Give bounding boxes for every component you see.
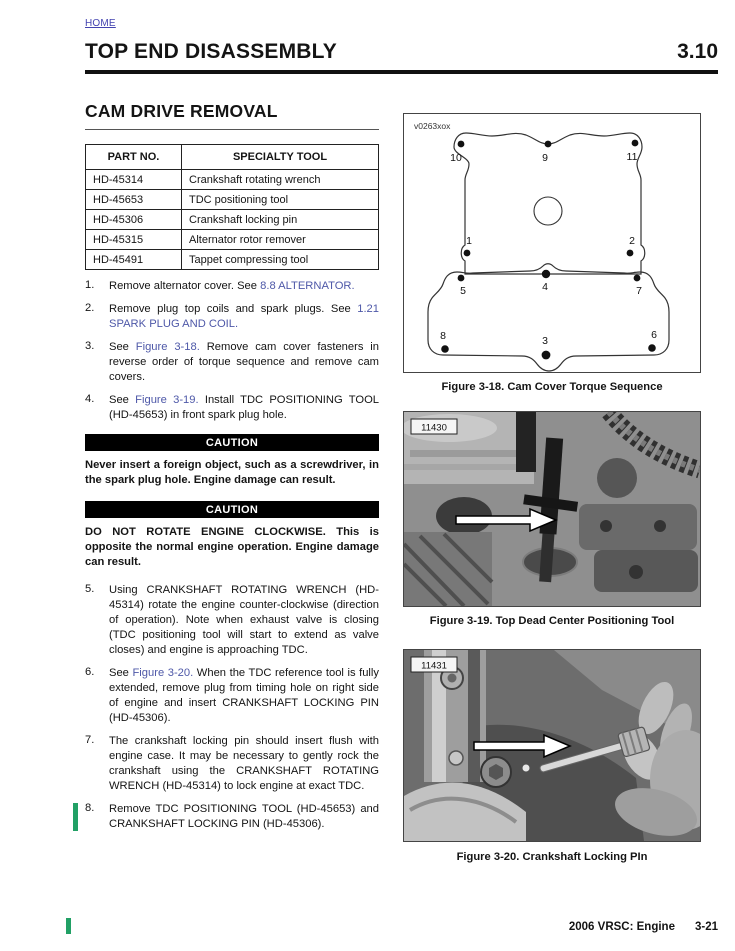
- text-column: [85, 101, 379, 864]
- revision-change-mark: [66, 918, 71, 934]
- step-number: 4.: [85, 393, 95, 405]
- step-number: 8.: [85, 802, 95, 814]
- step-text: [109, 583, 379, 658]
- cross-reference-link[interactable]: Figure 3-20.: [132, 667, 194, 679]
- procedure-steps-1-4: [85, 279, 379, 423]
- caution-text: DO NOT ROTATE ENGINE CLOCKWISE. This is opposite the normal engine operation. Engine damage can result.: [85, 526, 379, 568]
- cross-reference-link[interactable]: 8.8 ALTERNATOR.: [260, 280, 355, 292]
- photo-code: 11430: [421, 422, 447, 434]
- step-text: [109, 302, 379, 332]
- part-number-cell: HD-45491: [86, 250, 182, 270]
- col-header-part-no: PART NO.: [86, 145, 182, 170]
- step-number: 2.: [85, 302, 95, 314]
- caution-banner: CAUTION: [85, 501, 379, 518]
- cross-reference-link[interactable]: Figure 3-19.: [135, 394, 199, 406]
- step-text-segment: See: [109, 341, 136, 353]
- svg-text:5: 5: [460, 285, 466, 297]
- step-text: [109, 340, 379, 385]
- step-text: [109, 734, 379, 794]
- figure-caption: Figure 3-20. Crankshaft Locking PIn: [456, 851, 648, 863]
- step-text-segment: Remove TDC POSITIONING TOOL (HD-45653) and CRANKSHAFT LOCKING PIN (HD-45306).: [109, 803, 379, 830]
- step-text-segment: See: [109, 667, 133, 679]
- step-text-segment: The crankshaft locking pin should insert flush with engine case. It may be necessary to gently rock the crankshaft using the CRANKSHAFT ROTATING WRENCH (HD-45314) to lock engine at exact TDC.: [109, 735, 379, 792]
- step-text-segment: Remove plug top coils and spark plugs. See: [109, 303, 358, 315]
- figure-3-18-box: [403, 113, 701, 373]
- procedure-step: [85, 302, 379, 332]
- step-text-segment: Remove alternator cover. See: [109, 280, 261, 292]
- table-header-row: [86, 145, 379, 170]
- cross-reference-link[interactable]: 1.21 SPARK PLUG AND COIL.: [109, 303, 379, 330]
- step-text-segment: Remove cam cover fasteners in reverse order of torque sequence and remove cam covers.: [109, 341, 379, 383]
- step-number: 3.: [85, 340, 95, 352]
- tool-name-cell: Crankshaft rotating wrench: [182, 170, 379, 190]
- svg-text:11: 11: [626, 151, 638, 163]
- svg-text:9: 9: [542, 152, 548, 164]
- svg-text:1: 1: [466, 235, 472, 247]
- step-text-segment: Using CRANKSHAFT ROTATING WRENCH (HD-45314) rotate the engine counter-clockwise (direction of operation). Note when exhaust valve is closing (TDC positioning tool will start to extend as valve closes) and engine is approaching TDC.: [109, 584, 379, 656]
- caution-banner: CAUTION: [85, 434, 379, 451]
- tool-name-cell: Crankshaft locking pin: [182, 210, 379, 230]
- section-number: 3.10: [677, 40, 718, 63]
- section-heading: CAM DRIVE REMOVAL: [85, 101, 379, 130]
- step-number: 5.: [85, 583, 95, 595]
- procedure-steps-5-8: [85, 583, 379, 832]
- torque-sequence-diagram: [404, 114, 700, 372]
- svg-text:7: 7: [636, 285, 642, 297]
- figure-caption: Figure 3-18. Cam Cover Torque Sequence: [441, 381, 663, 393]
- part-number-cell: HD-45306: [86, 210, 182, 230]
- figure-column: [403, 101, 701, 864]
- step-text: [109, 666, 379, 726]
- procedure-step: [85, 583, 379, 658]
- footer-page-number: 3-21: [694, 921, 718, 933]
- page-footer: [569, 921, 718, 933]
- table-row: [86, 190, 379, 210]
- photo-code: 11431: [421, 660, 447, 672]
- figure-3-19: [403, 411, 701, 628]
- procedure-step: [85, 802, 379, 832]
- step-text-segment: Install TDC POSITIONING TOOL (HD-45653) in front spark plug hole.: [109, 394, 379, 421]
- procedure-step: [85, 279, 379, 294]
- caution-text: Never insert a foreign object, such as a screwdriver, in the spark plug hole. Engine damage can result.: [85, 459, 379, 486]
- step-text-segment: When the TDC reference tool is fully extended, remove plug from timing hole on right side of engine and insert CRANKSHAFT LOCKING PIN (HD-45306).: [109, 667, 379, 724]
- procedure-step: [85, 734, 379, 794]
- figure-code: v0263xox: [414, 121, 451, 131]
- page-header: [0, 0, 735, 74]
- table-row: [86, 210, 379, 230]
- locking-pin-photo: [404, 650, 700, 841]
- table-row: [86, 250, 379, 270]
- figure-3-19-box: [403, 411, 701, 607]
- tool-name-cell: TDC positioning tool: [182, 190, 379, 210]
- torque-bolt-markers: [440, 140, 657, 360]
- tool-name-cell: Tappet compressing tool: [182, 250, 379, 270]
- step-text: [109, 393, 379, 423]
- figure-caption: Figure 3-19. Top Dead Center Positioning Tool: [429, 615, 675, 627]
- col-header-specialty-tool: SPECIALTY TOOL: [182, 145, 379, 170]
- top-cam-cover-outline: [454, 133, 645, 274]
- part-number-cell: HD-45653: [86, 190, 182, 210]
- step-text: [109, 802, 379, 832]
- tool-name-cell: Alternator rotor remover: [182, 230, 379, 250]
- procedure-step: [85, 393, 379, 423]
- home-link[interactable]: HOME: [85, 18, 116, 29]
- step-number: 7.: [85, 734, 95, 746]
- footer-manual-name: 2006 VRSC: Engine: [568, 921, 675, 933]
- step-text-segment: See: [109, 394, 136, 406]
- figure-3-20: [403, 649, 701, 864]
- table-row: [86, 230, 379, 250]
- svg-text:3: 3: [542, 335, 548, 347]
- part-number-cell: HD-45314: [86, 170, 182, 190]
- procedure-step: [85, 340, 379, 385]
- step-number: 1.: [85, 279, 95, 291]
- table-row: [86, 170, 379, 190]
- part-number-cell: HD-45315: [86, 230, 182, 250]
- svg-text:10: 10: [450, 152, 462, 164]
- cover-center-hole: [534, 197, 562, 225]
- step-text: [109, 279, 379, 294]
- svg-text:4: 4: [542, 281, 548, 293]
- cross-reference-link[interactable]: Figure 3-18.: [135, 341, 200, 353]
- svg-text:6: 6: [651, 329, 657, 341]
- step-number: 6.: [85, 666, 95, 678]
- procedure-step: [85, 666, 379, 726]
- svg-text:8: 8: [440, 330, 446, 342]
- page-title: TOP END DISASSEMBLY: [85, 40, 337, 63]
- tdc-tool-photo: [404, 412, 700, 606]
- specialty-tool-table: [85, 144, 379, 270]
- svg-text:2: 2: [629, 235, 635, 247]
- figure-3-18: [403, 113, 701, 394]
- figure-3-20-box: [403, 649, 701, 842]
